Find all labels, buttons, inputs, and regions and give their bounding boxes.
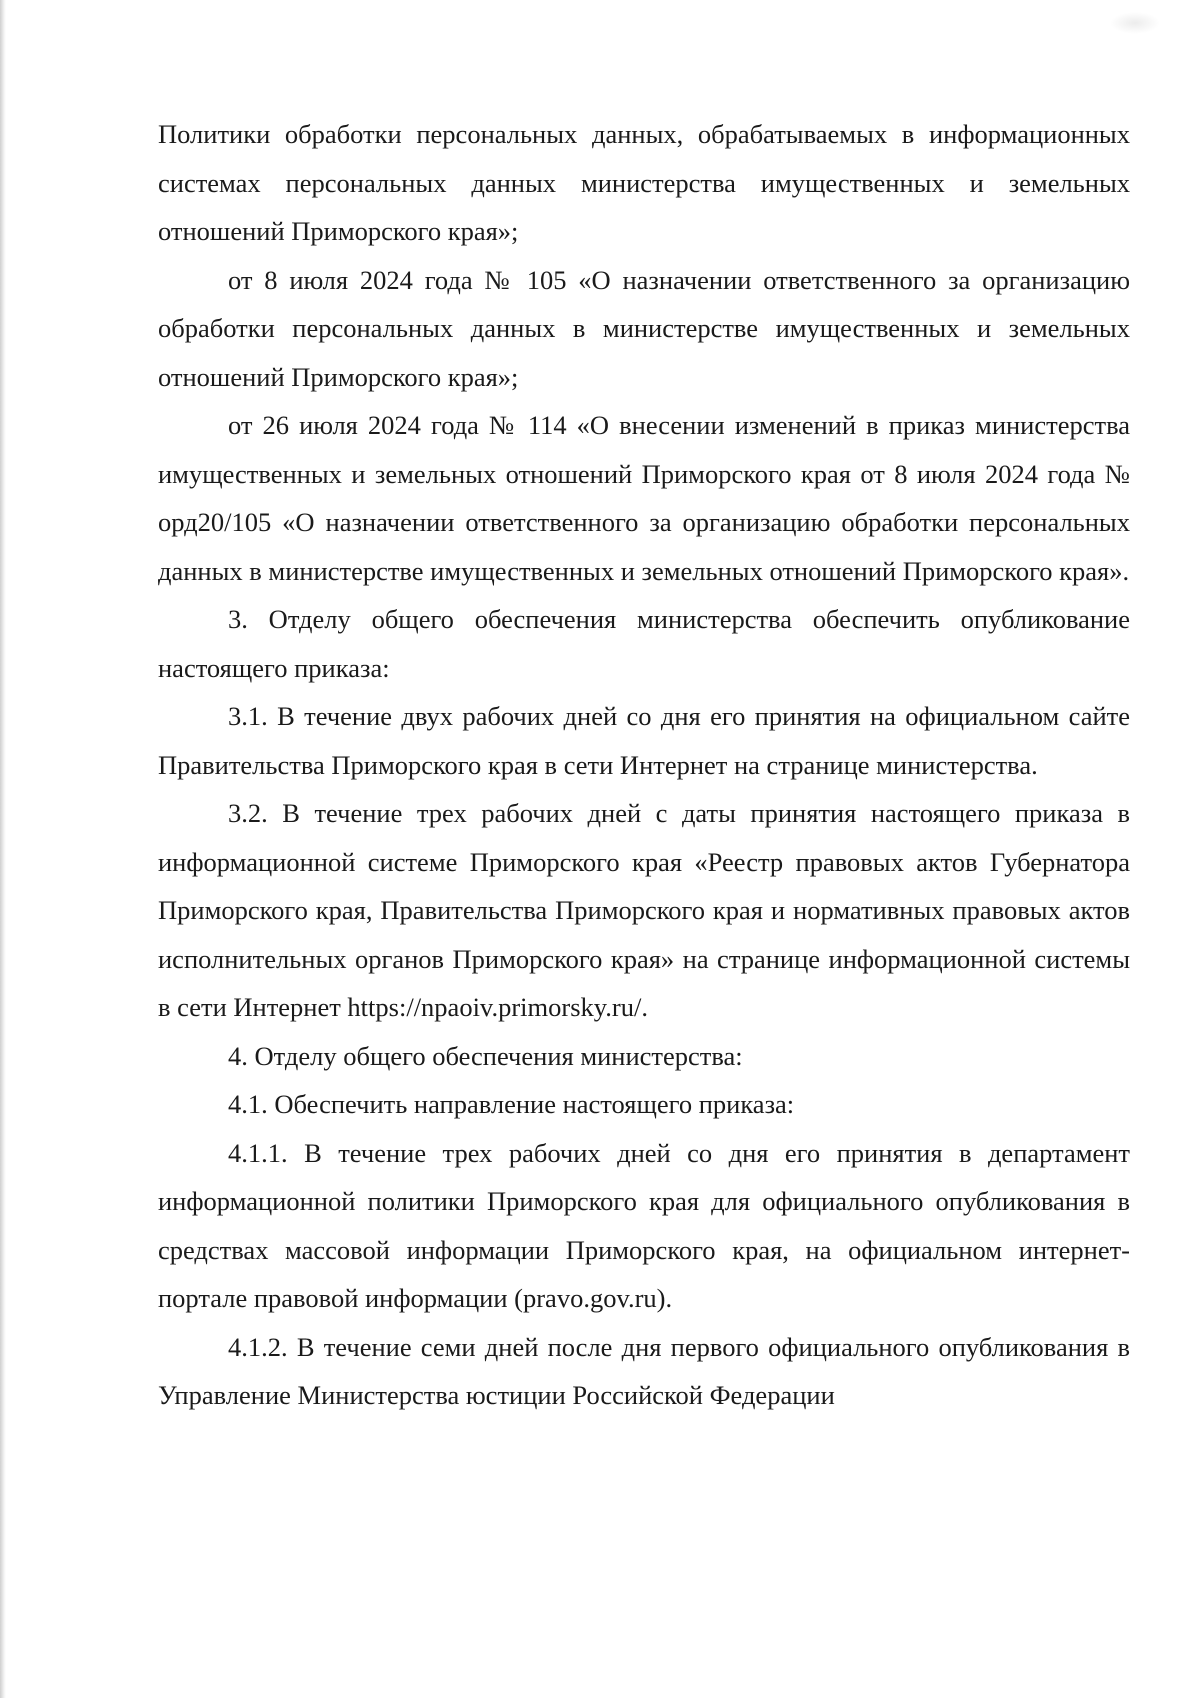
paragraph-order-114: от 26 июля 2024 года № 114 «О внесении изменений в приказ министерства имущественных и земельных отношений Приморского края от 8 июля 2024 года № орд20/105 «О назначении ответственного за организацию обработки персональных данных в министерстве имущественных и земельных отношений Приморского края». <box>158 410 1130 586</box>
scan-edge-shadow <box>0 0 6 1698</box>
paragraph-item-3-2: 3.2. В течение трех рабочих дней с даты принятия настоящего приказа в информационной системе Приморского края «Реестр правовых актов Губернатора Приморского края, Правительства Приморского края и нормативных правовых актов исполнительных органов Приморского края» на странице информационной системы в сети Интернет https://npaoiv.primorsky.ru/. <box>158 798 1130 1022</box>
paragraph-order-105: от 8 июля 2024 года № 105 «О назначении ответственного за организацию обработки персональных данных в министерстве имущественных и земельных отношений Приморского края»; <box>158 264 1130 392</box>
paragraph-item-4-1: 4.1. Обеспечить направление настоящего приказа: <box>228 1089 795 1119</box>
paragraph-item-4-1-2: 4.1.2. В течение семи дней после дня первого официального опубликования в Управление Министерства юстиции Российской Федерации <box>158 1331 1130 1410</box>
paragraph-item-3: 3. Отделу общего обеспечения министерства обеспечить опубликование настоящего приказа: <box>158 604 1130 683</box>
scan-smudge <box>1110 12 1160 34</box>
paragraph-item-4-1-1: 4.1.1. В течение трех рабочих дней со дня его принятия в департамент информационной политики Приморского края для официального опубликования в средствах массовой информации Приморского края, на официальном интернет-портале правовой информации (pravo.gov.ru). <box>158 1137 1130 1313</box>
document-body <box>158 110 1130 1420</box>
paragraph-item-3-1: 3.1. В течение двух рабочих дней со дня его принятия на официальном сайте Правительства Приморского края в сети Интернет на странице министерства. <box>158 701 1130 780</box>
paragraph-policy-continuation: Политики обработки персональных данных, обрабатываемых в информационных системах персональных данных министерства имущественных и земельных отношений Приморского края»; <box>158 119 1130 246</box>
paragraph-item-4: 4. Отделу общего обеспечения министерства: <box>228 1040 743 1071</box>
